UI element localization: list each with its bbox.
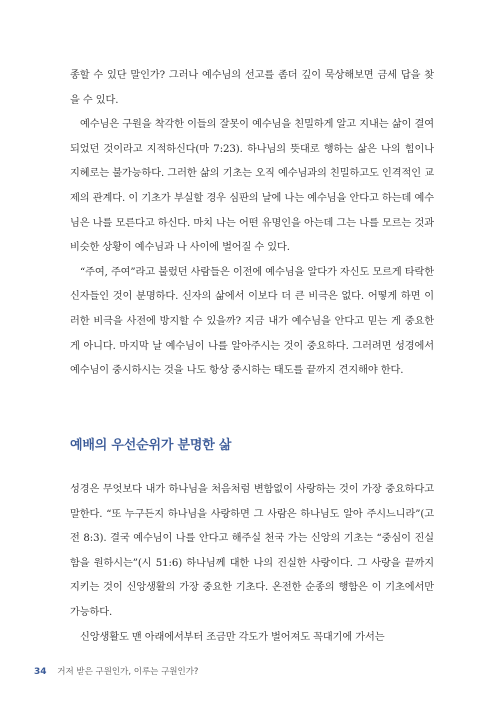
page-footer [34, 665, 198, 677]
body-text-top [70, 64, 434, 384]
paragraph: 신앙생활도 맨 아래에서부터 조금만 각도가 벌어져도 꼭대기에 가서는 [80, 631, 385, 643]
page-number: 34 [34, 667, 47, 677]
paragraph: “주여, 주여”라고 불렀던 사람들은 이전에 예수님을 알다가 자신도 모르게 타락한 신자들인 것이 분명하다. 신자의 삶에서 이보다 더 큰 비극은 없다. 어떻게 하면 이러한 비극을 사전에 방지할 수 있을까? 지금 내가 예수님을 안다고 믿는 게 중요한 게 아니다. 마지막 날 예수님이 나를 알아주시는 것이 중요하다. 그러려면 성경에서 예수님이 중시하시는 것을 나도 항상 중시하는 태도를 끝까지 견지해야 한다. [70, 266, 434, 377]
paragraph-continuation: 종할 수 있단 말인가? 그러나 예수님의 선고를 좀더 깊이 묵상해보면 금세 답을 찾을 수 있다. [70, 70, 434, 106]
paragraph: 성경은 무엇보다 내가 하나님을 처음처럼 변함없이 사랑하는 것이 가장 중요하다고 말한다. “또 누구든지 하나님을 사랑하면 그 사람은 하나님도 알아 주시느니라”(고전 8:3). 결국 예수님이 나를 안다고 해주실 천국 가는 신앙의 기초는 “중심이 진실함을 원하시는”(시 51:6) 하나님께 대한 나의 진실한 사랑이다. 그 사랑을 끝까지 지키는 것이 신앙생활의 가장 중요한 기초다. 온전한 순종의 행함은 이 기초에서만 가능하다. [70, 484, 434, 618]
section-heading: 예배의 우선순위가 분명한 삶 [70, 438, 232, 453]
paragraph: 예수님은 구원을 착각한 이들의 잘못이 예수님을 친밀하게 알고 지내는 삶이 결여되었던 것이라고 지적하신다(마 7:23). 하나님의 뜻대로 행하는 삶은 나의 힘이나 지혜로는 불가능하다. 그러한 삶의 기초는 오직 예수님과의 친밀하고도 인격적인 교제의 관계다. 이 기초가 부실할 경우 심판의 날에 나는 예수님을 안다고 하는데 예수님은 나를 모른다고 하신다. 마치 나는 어떤 유명인을 아는데 그는 나를 모르는 것과 비슷한 상황이 예수님과 나 사이에 벌어질 수 있다. [70, 119, 434, 254]
body-text-bottom [70, 478, 434, 650]
running-title: 거저 받은 구원인가, 이루는 구원인가? [57, 667, 199, 677]
